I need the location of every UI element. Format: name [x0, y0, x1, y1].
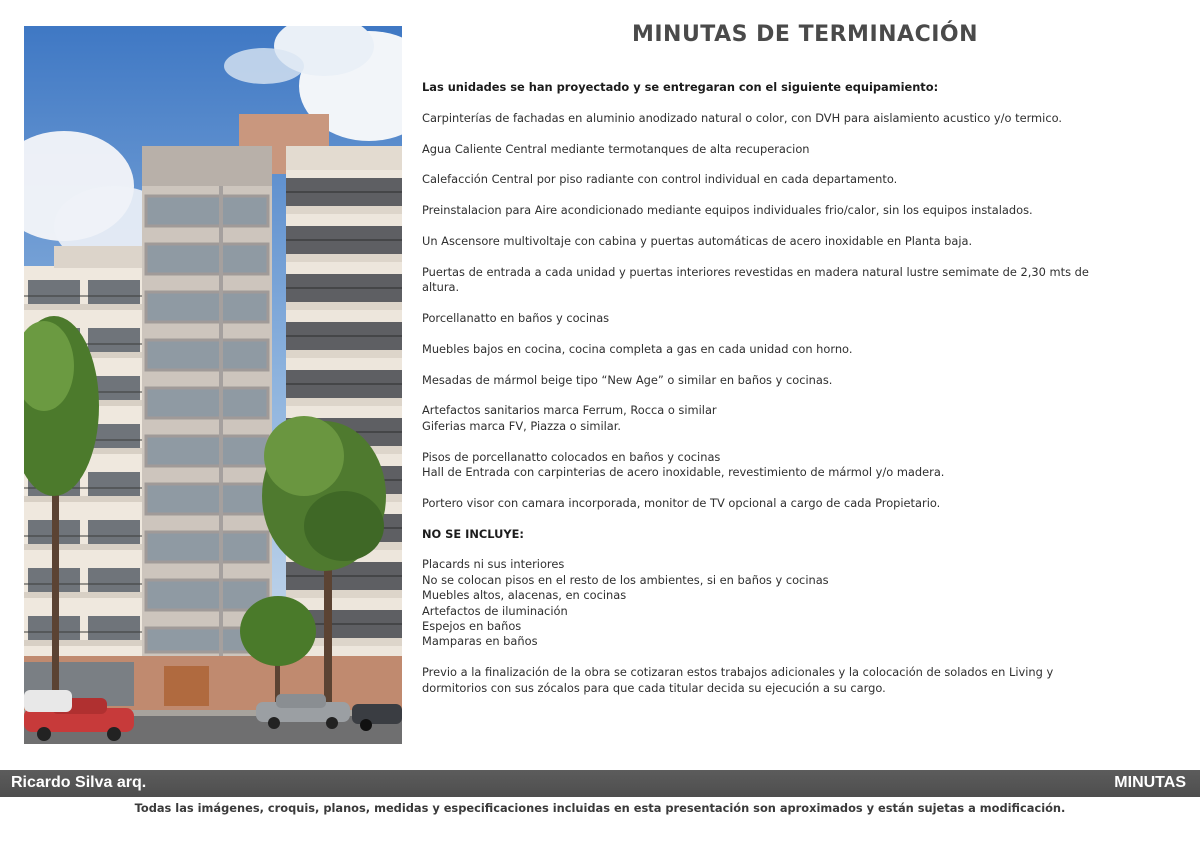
feature-item: Mesadas de mármol beige tipo “New Age” o similar en baños y cocinas.: [422, 372, 833, 387]
footer-section-label: MINUTAS: [1114, 774, 1186, 791]
footer-author: Ricardo Silva arq.: [11, 774, 147, 791]
feature-item: Preinstalacion para Aire acondicionado mediante equipos individuales frio/calor, sin los equipos instalados.: [422, 203, 1033, 218]
spec-list: [422, 80, 1190, 711]
page-title: MINUTAS DE TERMINACIÓN: [631, 22, 979, 47]
feature-item: Porcellanatto en baños y cocinas: [422, 310, 610, 325]
excluded-item: Muebles altos, alacenas, en cocinas: [422, 588, 627, 603]
excluded-item: Placards ni sus interiores: [422, 557, 565, 572]
closing-note: Previo a la finalización de la obra se cotizaran estos trabajos adicionales y la colocación de solados en Living y dormitorios con sus zócalos para que cada titular decida su ejecución a su cargo.: [422, 665, 1054, 695]
feature-item: Agua Caliente Central mediante termotanques de alta recuperacion: [422, 141, 810, 156]
car-white: [24, 690, 72, 712]
feature-item: Puertas de entrada a cada unidad y puertas interiores revestidas en madera natural lustre semimate de 2,30 mts de altura.: [422, 264, 1089, 295]
building-render: [24, 26, 402, 744]
excluded-item: No se colocan pisos en el resto de los ambientes, si en baños y cocinas: [422, 572, 829, 587]
feature-item: Artefactos sanitarios marca Ferrum, Rocca o similar Giferias marca FV, Piazza o similar.: [422, 403, 717, 433]
feature-item: Un Ascensore multivoltaje con cabina y puertas automáticas de acero inoxidable en Planta baja.: [422, 233, 973, 248]
excluded-item: Espejos en baños: [422, 619, 522, 633]
intro-text: Las unidades se han proyectado y se entregaran con el siguiente equipamiento:: [422, 80, 939, 94]
excluded-item: Artefactos de iluminación: [422, 603, 568, 618]
feature-item: Carpinterías de fachadas en aluminio anodizado natural o color, con DVH para aislamiento acustico y/o termico.: [422, 110, 1062, 125]
feature-item: Muebles bajos en cocina, cocina completa a gas en cada unidad con horno.: [422, 341, 853, 356]
footer-bar: [0, 770, 1200, 797]
excluded-heading: NO SE INCLUYE:: [422, 526, 524, 541]
feature-item: Calefacción Central por piso radiante con control individual en cada departamento.: [422, 172, 898, 187]
feature-item: Portero visor con camara incorporada, monitor de TV opcional a cargo de cada Propietario.: [422, 495, 941, 510]
tower-balconies: [142, 146, 272, 656]
disclaimer: Todas las imágenes, croquis, planos, medidas y especificaciones incluidas en esta presentación son aproximados y están sujetas a modificación.: [134, 801, 1066, 815]
excluded-list: [422, 557, 1190, 649]
building-illustration: [24, 26, 402, 744]
excluded-item: Mamparas en baños: [422, 634, 538, 649]
feature-item: Pisos de porcellanatto colocados en baños y cocinas Hall de Entrada con carpinterias de acero inoxidable, revestimiento de mármol y/o madera.: [422, 449, 945, 479]
